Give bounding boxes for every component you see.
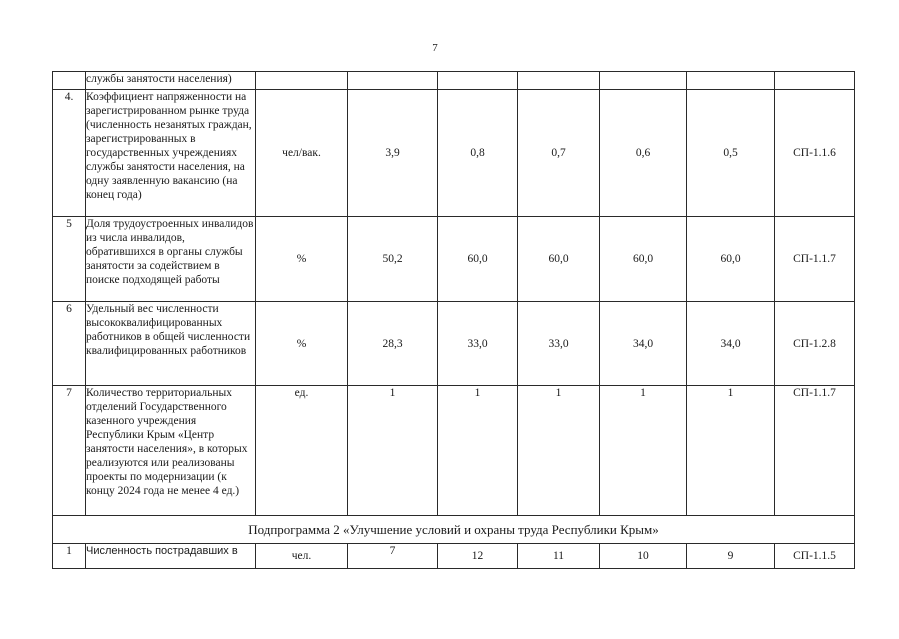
cell-value: 60,0 xyxy=(438,217,518,302)
cell-value: 33,0 xyxy=(518,302,600,386)
page-number: 7 xyxy=(432,42,438,54)
table-row xyxy=(53,217,855,302)
cell-indicator-name: службы занятости населения) xyxy=(86,72,256,90)
cell-value: 1 xyxy=(600,386,687,516)
cell-number: 6 xyxy=(53,302,86,386)
cell-unit: чел/вак. xyxy=(256,90,348,217)
cell-number xyxy=(53,72,86,90)
cell-value: 0,7 xyxy=(518,90,600,217)
subprogram-row xyxy=(53,516,855,544)
cell-value: 1 xyxy=(687,386,775,516)
table-row xyxy=(53,386,855,516)
cell-unit: % xyxy=(256,217,348,302)
cell-value: 34,0 xyxy=(600,302,687,386)
cell-value: 1 xyxy=(518,386,600,516)
cell-value: 28,3 xyxy=(348,302,438,386)
cell-value: 12 xyxy=(438,544,518,569)
indicators-table xyxy=(52,71,855,569)
cell-code: СП-1.2.8 xyxy=(775,302,855,386)
cell-value: 10 xyxy=(600,544,687,569)
cell-code: СП-1.1.7 xyxy=(775,386,855,516)
cell-indicator-name: Доля трудоустроенных инвалидов из числа инвалидов, обратившихся в органы службы занятости за содействием в поиске подходящей работы xyxy=(86,217,256,302)
cell-value: 34,0 xyxy=(687,302,775,386)
cell-code: СП-1.1.6 xyxy=(775,90,855,217)
cell-value: 60,0 xyxy=(518,217,600,302)
cell-unit: чел. xyxy=(256,544,348,569)
cell-value: 33,0 xyxy=(438,302,518,386)
cell-value: 11 xyxy=(518,544,600,569)
cell-value: 1 xyxy=(348,386,438,516)
cell-number: 7 xyxy=(53,386,86,516)
table-row xyxy=(53,544,855,569)
cell-indicator-name: Численность пострадавших в xyxy=(86,544,256,569)
cell-number: 1 xyxy=(53,544,86,569)
cell-unit: ед. xyxy=(256,386,348,516)
table-row-continuation xyxy=(53,72,855,90)
table-row xyxy=(53,90,855,217)
cell-value: 3,9 xyxy=(348,90,438,217)
subprogram-heading: Подпрограмма 2 «Улучшение условий и охраны труда Республики Крым» xyxy=(53,516,855,544)
cell-unit: % xyxy=(256,302,348,386)
cell-value: 60,0 xyxy=(687,217,775,302)
cell-value: 0,6 xyxy=(600,90,687,217)
cell-indicator-name: Коэффициент напряженности на зарегистрированном рынке труда (численность незанятых граждан, зарегистрированных в государственных учреждениях службы занятости населения, на одну заявленную вакансию (на конец года) xyxy=(86,90,256,217)
cell-code: СП-1.1.7 xyxy=(775,217,855,302)
table-row xyxy=(53,302,855,386)
cell-number: 5 xyxy=(53,217,86,302)
cell-value: 1 xyxy=(438,386,518,516)
cell-value: 0,8 xyxy=(438,90,518,217)
cell-number: 4. xyxy=(53,90,86,217)
cell-indicator-name: Количество территориальных отделений Государственного казенного учреждения Республики Крым «Центр занятости населения», в которых реализуются или реализованы проекты по модернизации (к концу 2024 года не менее 4 ед.) xyxy=(86,386,256,516)
cell-value: 50,2 xyxy=(348,217,438,302)
cell-value: 0,5 xyxy=(687,90,775,217)
cell-value: 7 xyxy=(348,544,438,569)
cell-value: 9 xyxy=(687,544,775,569)
cell-indicator-name: Удельный вес численности высококвалифицированных работников в общей численности квалифицированных работников xyxy=(86,302,256,386)
cell-value: 60,0 xyxy=(600,217,687,302)
cell-code: СП-1.1.5 xyxy=(775,544,855,569)
